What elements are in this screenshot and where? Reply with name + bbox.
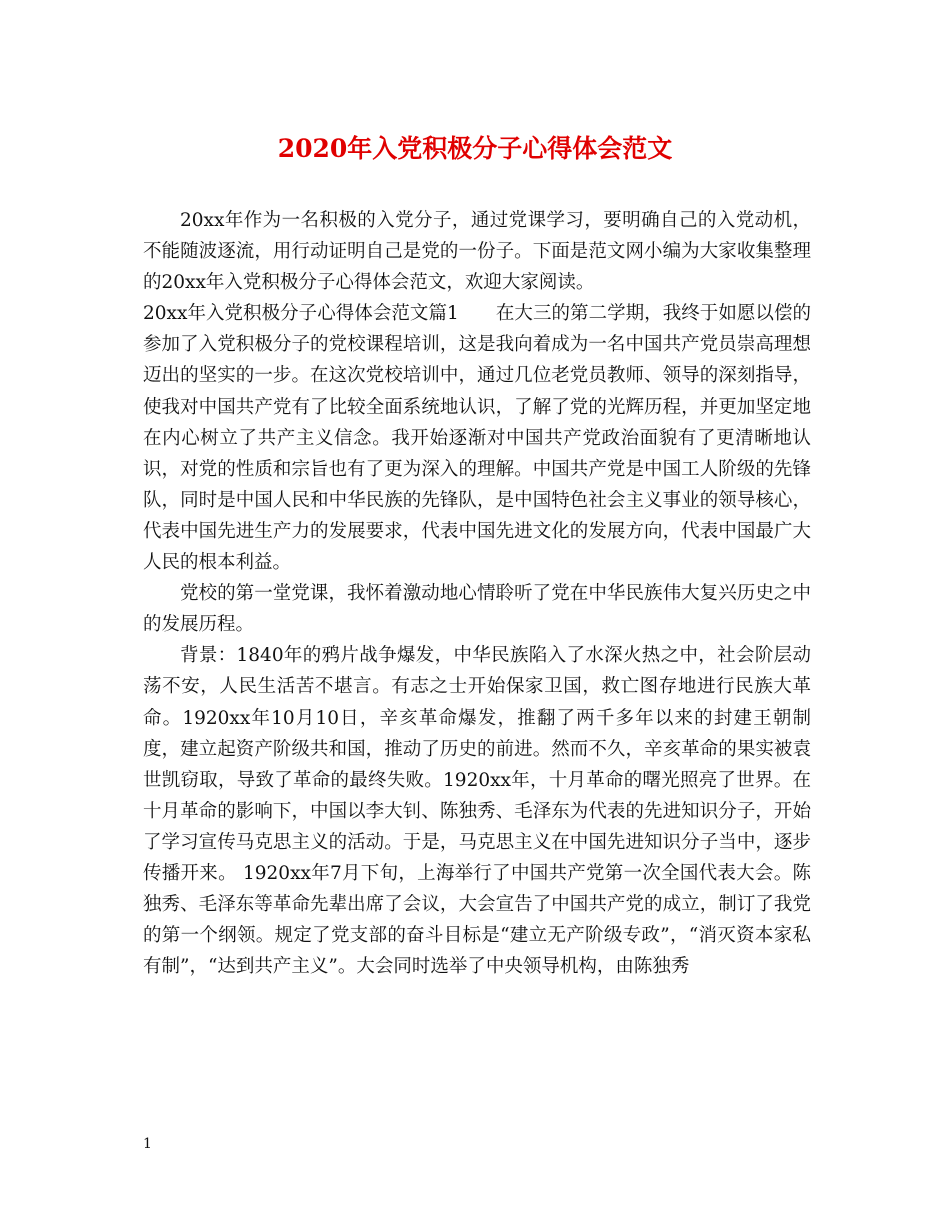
page-number: 1 xyxy=(143,1136,152,1152)
section-paragraph-1: 20xx年入党积极分子心得体会范文篇1 在大三的第二学期，我终于如愿以偿的参加了入党积极分子的党校课程培训，这是我向着成为一名中国共产党员崇高理想迈出的坚实的一步。在这次党校培训中，通过几位老党员教师、领导的深刻指导，使我对中国共产党有了比较全面系统地认识，了解了党的光辉历程，并更加坚定地在内心树立了共产主义信念。我开始逐渐对中国共产党政治面貌有了更清晰地认识，对党的性质和宗旨也有了更为深入的理解。中国共产党是中国工人阶级的先锋队，同时是中国人民和中华民族的先锋队，是中国特色社会主义事业的领导核心，代表中国先进生产力的发展要求，代表中国先进文化的发展方向，代表中国最广大人民的根本利益。 xyxy=(143,303,811,574)
document-title: 2020年入党积极分子心得体会范文 xyxy=(277,134,673,163)
document-body xyxy=(143,205,811,982)
intro-paragraph: 20xx年作为一名积极的入党分子，通过党课学习，要明确自己的入党动机，不能随波逐流，用行动证明自己是党的一份子。下面是范文网小编为大家收集整理的20xx年入党积极分子心得体会范文，欢迎大家阅读。 xyxy=(143,210,811,294)
body-paragraph-3: 背景：1840年的鸦片战争爆发，中华民族陷入了水深火热之中，社会阶层动荡不安，人民生活苦不堪言。有志之士开始保家卫国，救亡图存地进行民族大革命。1920xx年10月10日，辛亥革命爆发，推翻了两千多年以来的封建王朝制度，建立起资产阶级共和国，推动了历史的前进。然而不久，辛亥革命的果实被袁世凯窃取，导致了革命的最终失败。1920xx年，十月革命的曙光照亮了世界。在十月革命的影响下，中国以李大钊、陈独秀、毛泽东为代表的先进知识分子，开始了学习宣传马克思主义的活动。于是，马克思主义在中国先进知识分子当中，逐步传播开来。 1920xx年7月下旬，上海举行了中国共产党第一次全国代表大会。陈独秀、毛泽东等革命先辈出席了会议，大会宣告了中国共产党的成立，制订了我党的第一个纲领。规定了党支部的奋斗目标是“建立无产阶级专政”，“消灭资本家私有制”，“达到共产主义”。大会同时选举了中央领导机构，由陈独秀 xyxy=(143,645,811,978)
body-paragraph-2: 党校的第一堂党课，我怀着激动地心情聆听了党在中华民族伟大复兴历史之中的发展历程。 xyxy=(143,583,811,636)
